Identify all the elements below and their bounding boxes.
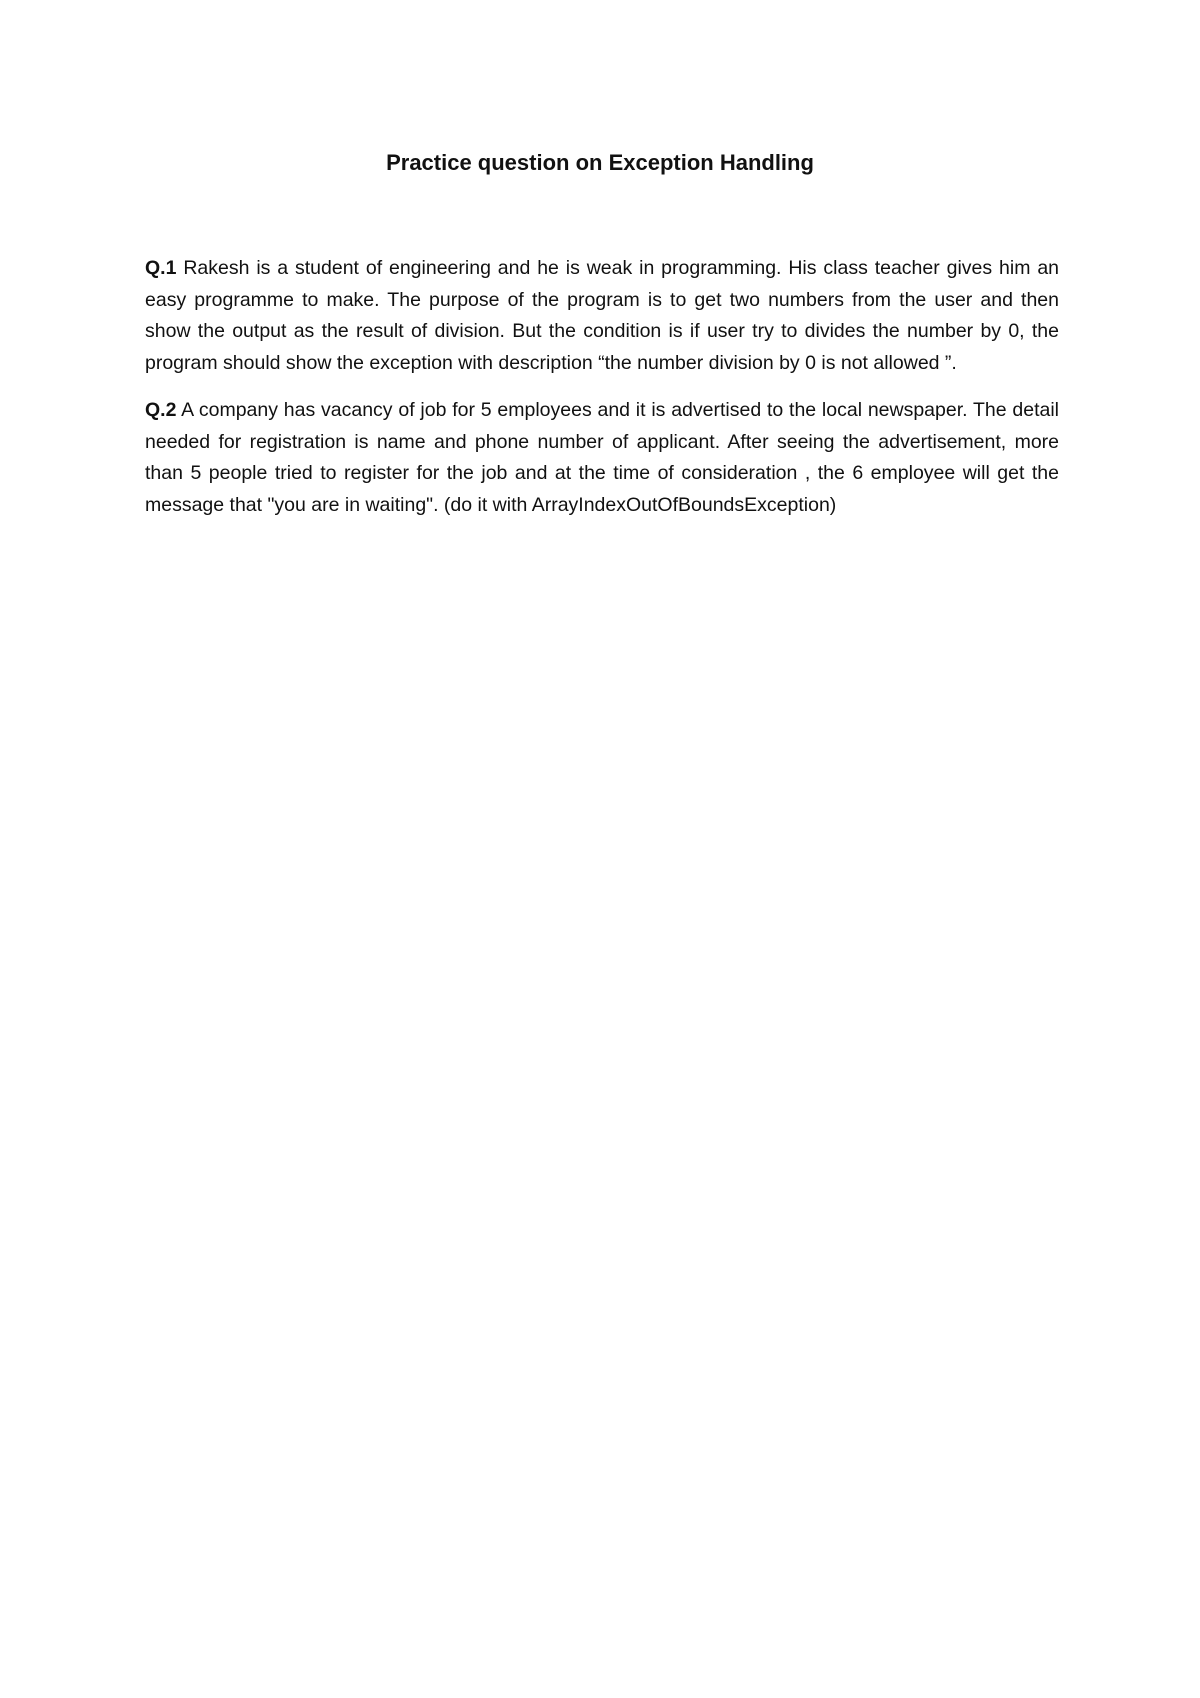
question-2 (145, 395, 1059, 521)
question-2-text: A company has vacancy of job for 5 employees and it is advertised to the local newspaper. The detail needed for registration is name and phone number of applicant. After seeing the advertisement, more than 5 people tried to register for the job and at the time of consideration , the 6 employee will get the message that "you are in waiting". (do it with ArrayIndexOutOfBoundsException) (145, 399, 1059, 516)
question-1-text: Rakesh is a student of engineering and he is weak in programming. His class teacher gives him an easy programme to make. The purpose of the program is to get two numbers from the user and then show the output as the result of division. But the condition is if user try to divides the number by 0, the program should show the exception with description “the number division by 0 is not allowed ”. (145, 257, 1060, 374)
question-1 (145, 253, 1059, 379)
question-2-number: Q.2 (145, 399, 177, 421)
question-1-number: Q.1 (145, 257, 177, 279)
question-list (145, 253, 1059, 537)
document-title: Practice question on Exception Handling (386, 150, 814, 175)
